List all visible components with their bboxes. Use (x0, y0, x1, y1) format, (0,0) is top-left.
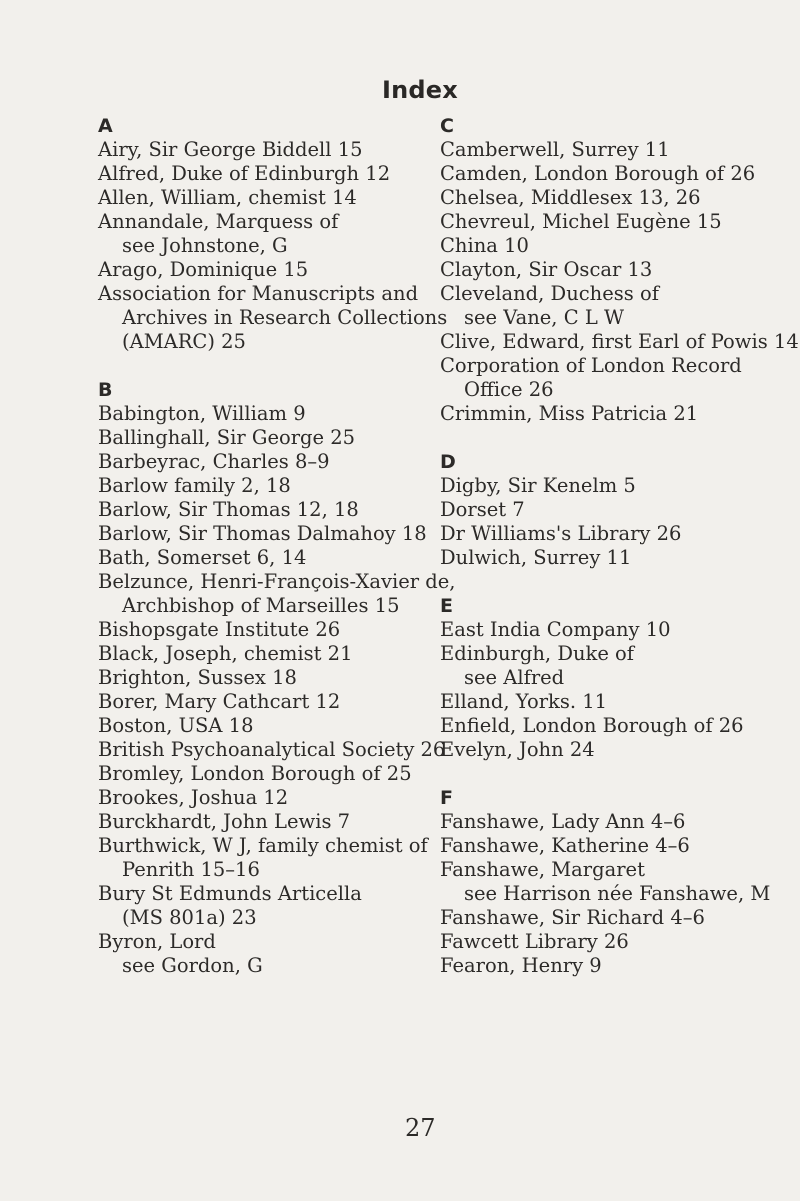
index-entry: Borer, Mary Cathcart 12 (98, 690, 341, 713)
index-entry: Clayton, Sir Oscar 13 (440, 258, 653, 281)
index-entry: East India Company 10 (440, 618, 671, 641)
entry-line: Fanshawe, Margaret (440, 858, 645, 881)
entry-line: Edinburgh, Duke of (440, 642, 635, 665)
section-letter-a: A (98, 115, 113, 137)
index-entry: Dulwich, Surrey 11 (440, 546, 632, 569)
index-entry (440, 642, 790, 690)
entry-line: Belzunce, Henri-François-Xavier de, (98, 570, 456, 593)
entry-continuation: (MS 801a) 23 (122, 906, 257, 929)
index-entry: Enfield, London Borough of 26 (440, 714, 744, 737)
section-letter-e: E (440, 595, 453, 617)
entry-line: Association for Manuscripts and (98, 282, 419, 305)
index-entry (98, 210, 478, 258)
index-entry: Barlow, Sir Thomas Dalmahoy 18 (98, 522, 427, 545)
entry-continuation: Penrith 15–16 (122, 858, 260, 881)
index-entry: Fanshawe, Katherine 4–6 (440, 834, 690, 857)
index-entry (98, 882, 478, 930)
index-entry: Evelyn, John 24 (440, 738, 595, 761)
index-entry: Barbeyrac, Charles 8–9 (98, 450, 330, 473)
index-entry: Black, Joseph, chemist 21 (98, 642, 353, 665)
index-entry (440, 858, 790, 906)
index-entry: Ballinghall, Sir George 25 (98, 426, 356, 449)
index-column-right (440, 114, 799, 978)
index-entry: Dr Williams's Library 26 (440, 522, 682, 545)
page-title: Index (382, 76, 458, 104)
section-letter-b: B (98, 379, 113, 401)
entry-cross-reference: see Gordon, G (122, 954, 263, 977)
index-entry: Barlow family 2, 18 (98, 474, 291, 497)
index-entry: Crimmin, Miss Patricia 21 (440, 402, 699, 425)
index-entry: Fanshawe, Lady Ann 4–6 (440, 810, 686, 833)
index-entry: Chelsea, Middlesex 13, 26 (440, 186, 701, 209)
index-entry: Boston, USA 18 (98, 714, 254, 737)
entry-line: Corporation of London Record (440, 354, 742, 377)
index-entry (98, 834, 478, 882)
index-entry: China 10 (440, 234, 529, 257)
index-entry: Alfred, Duke of Edinburgh 12 (98, 162, 391, 185)
index-entry (440, 282, 790, 330)
entry-continuation: Office 26 (464, 378, 554, 401)
index-entry: Elland, Yorks. 11 (440, 690, 608, 713)
index-entry (98, 930, 478, 978)
index-column-left (98, 114, 478, 978)
index-entry: British Psychoanalytical Society 26 (98, 738, 446, 761)
entry-continuation: (AMARC) 25 (122, 330, 246, 353)
entry-line: Burthwick, W J, family chemist of (98, 834, 428, 857)
entry-cross-reference: see Harrison née Fanshawe, M (464, 882, 771, 905)
entry-continuation: Archbishop of Marseilles 15 (122, 594, 400, 617)
index-entry: Fawcett Library 26 (440, 930, 629, 953)
index-entry: Arago, Dominique 15 (98, 258, 309, 281)
entry-cross-reference: see Johnstone, G (122, 234, 288, 257)
index-entry: Dorset 7 (440, 498, 525, 521)
index-entry: Allen, William, chemist 14 (98, 186, 357, 209)
index-entry (98, 570, 478, 618)
index-entry: Brookes, Joshua 12 (98, 786, 289, 809)
page-number: 27 (405, 1114, 436, 1142)
section-letter-d: D (440, 451, 456, 473)
index-entry: Burckhardt, John Lewis 7 (98, 810, 351, 833)
index-entry: Fearon, Henry 9 (440, 954, 602, 977)
index-entry: Camden, London Borough of 26 (440, 162, 756, 185)
index-entry: Bishopsgate Institute 26 (98, 618, 341, 641)
index-entry: Digby, Sir Kenelm 5 (440, 474, 636, 497)
section-letter-f: F (440, 787, 453, 809)
section-letter-c: C (440, 115, 454, 137)
index-entry: Fanshawe, Sir Richard 4–6 (440, 906, 705, 929)
index-entry (440, 354, 790, 402)
index-entry: Brighton, Sussex 18 (98, 666, 297, 689)
index-entry: Bath, Somerset 6, 14 (98, 546, 307, 569)
entry-line: Bury St Edmunds Articella (98, 882, 362, 905)
entry-line: Cleveland, Duchess of (440, 282, 659, 305)
index-entry: Bromley, London Borough of 25 (98, 762, 412, 785)
entry-line: Annandale, Marquess of (98, 210, 339, 233)
index-entry: Chevreul, Michel Eugène 15 (440, 210, 722, 233)
entry-continuation: Archives in Research Collections (122, 306, 448, 329)
entry-cross-reference: see Vane, C L W (464, 306, 625, 329)
index-entry: Babington, William 9 (98, 402, 306, 425)
index-entry: Airy, Sir George Biddell 15 (98, 138, 363, 161)
entry-line: Byron, Lord (98, 930, 216, 953)
index-entry: Camberwell, Surrey 11 (440, 138, 670, 161)
entry-cross-reference: see Alfred (464, 666, 565, 689)
index-entry: Barlow, Sir Thomas 12, 18 (98, 498, 359, 521)
index-entry (98, 282, 478, 354)
index-entry: Clive, Edward, first Earl of Powis 14 (440, 330, 799, 353)
